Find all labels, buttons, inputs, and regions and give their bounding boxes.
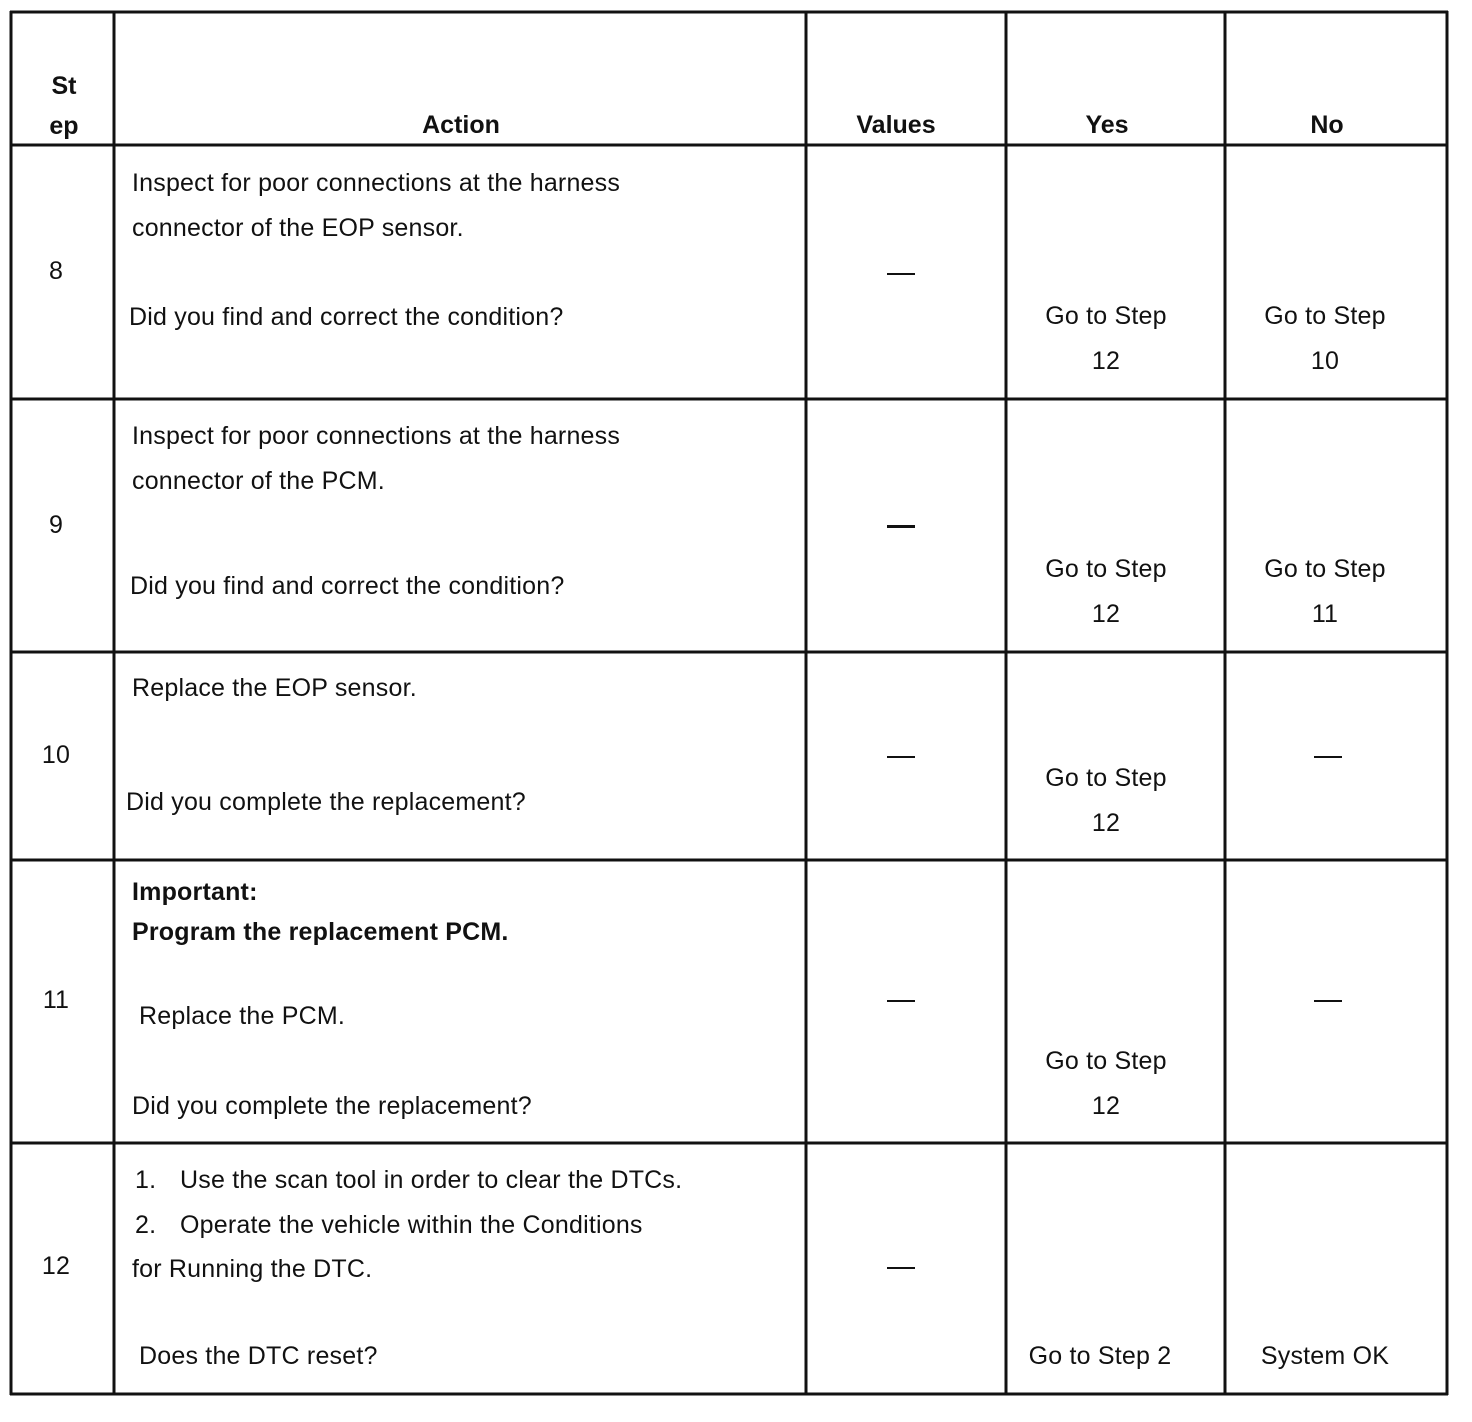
values-dash — [887, 525, 915, 528]
step-number: 12 — [41, 1252, 71, 1280]
yes-text: Go to Step — [1045, 764, 1167, 792]
header-action: Action — [422, 111, 500, 139]
no-dash — [1314, 756, 1342, 758]
step-number: 10 — [41, 741, 71, 769]
no-dash — [1314, 1000, 1342, 1002]
list-number: 1. — [135, 1166, 157, 1194]
header-step-line1: St — [51, 72, 77, 100]
no-text: System OK — [1260, 1342, 1390, 1370]
action-text: Inspect for poor connections at the harness — [132, 169, 621, 197]
action-question: Did you find and correct the condition? — [129, 303, 564, 331]
no-text: 11 — [1311, 600, 1339, 628]
action-question: Did you complete the replacement? — [126, 788, 526, 816]
action-question: Did you find and correct the condition? — [130, 572, 565, 600]
header-yes: Yes — [1085, 111, 1129, 139]
step-number: 8 — [48, 257, 64, 285]
action-text: connector of the EOP sensor. — [132, 214, 464, 242]
action-list-item: Use the scan tool in order to clear the DTCs. — [180, 1166, 683, 1194]
yes-text: 12 — [1091, 600, 1121, 628]
values-dash — [887, 1267, 915, 1269]
yes-text: 12 — [1091, 809, 1121, 837]
step-number: 9 — [48, 511, 64, 539]
header-values: Values — [856, 111, 936, 139]
header-step — [14, 66, 114, 146]
action-question: Does the DTC reset? — [139, 1342, 378, 1370]
yes-text: 12 — [1091, 347, 1121, 375]
action-text: connector of the PCM. — [132, 467, 385, 495]
yes-text: Go to Step — [1045, 1047, 1167, 1075]
yes-text: Go to Step — [1045, 302, 1167, 330]
step-number: 11 — [42, 986, 70, 1014]
action-text: Replace the PCM. — [139, 1002, 346, 1030]
yes-text: 12 — [1091, 1092, 1121, 1120]
action-text: Replace the EOP sensor. — [132, 674, 417, 702]
important-note: Program the replacement PCM. — [132, 918, 509, 946]
header-no: No — [1310, 111, 1344, 139]
no-text: Go to Step — [1264, 302, 1386, 330]
list-number: 2. — [135, 1211, 157, 1239]
values-dash — [887, 1000, 915, 1002]
values-dash — [887, 756, 915, 758]
yes-text: Go to Step — [1045, 555, 1167, 583]
no-text: 10 — [1310, 347, 1340, 375]
no-text: Go to Step — [1264, 555, 1386, 583]
header-step-line2: ep — [49, 112, 79, 140]
action-list-item: Operate the vehicle within the Conditions — [180, 1211, 643, 1239]
yes-text: Go to Step 2 — [1028, 1342, 1172, 1370]
action-question: Did you complete the replacement? — [132, 1092, 532, 1120]
values-dash — [887, 273, 915, 275]
important-label: Important: — [132, 878, 258, 906]
action-text: for Running the DTC. — [132, 1255, 373, 1283]
action-text: Inspect for poor connections at the harness — [132, 422, 621, 450]
